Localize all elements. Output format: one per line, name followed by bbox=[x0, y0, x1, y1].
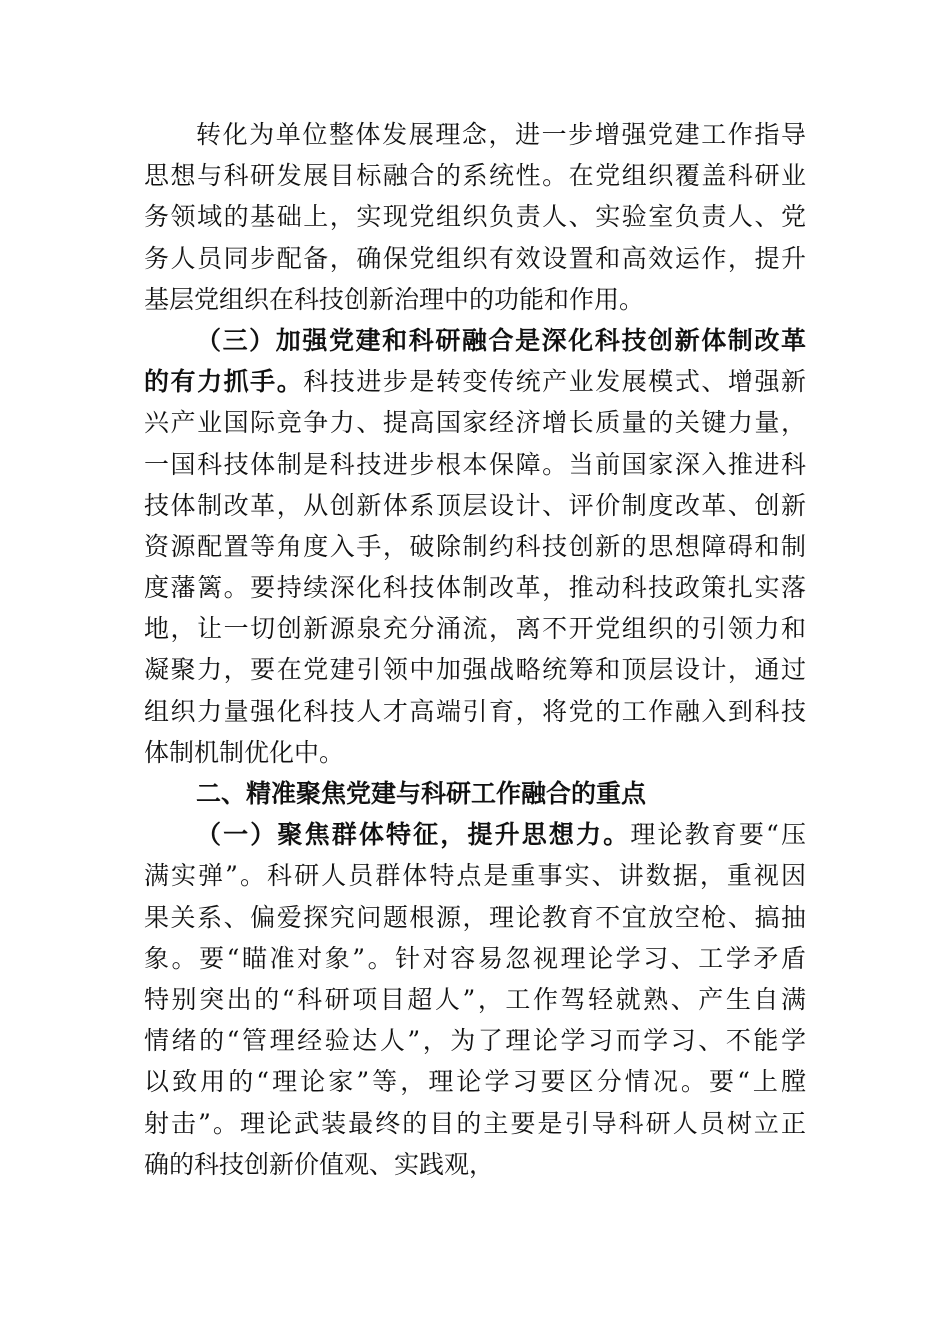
paragraph-line: 一国科技体制是科技进步根本保障。当前国家深入推进科 bbox=[144, 449, 806, 479]
paragraph-line: 特别突出的“科研项目超人”，工作驾轻就熟、产生自满 bbox=[144, 984, 806, 1014]
paragraph-line: 射击”。理论武装最终的目的主要是引导科研人员树立正 bbox=[144, 1108, 806, 1138]
paragraph-line bbox=[144, 814, 806, 855]
paragraph-line: 转化为单位整体发展理念，进一步增强党建工作指导 bbox=[196, 120, 806, 149]
paragraph-line: 凝聚力，要在党建引领中加强战略统筹和顶层设计，通过 bbox=[144, 655, 806, 685]
paragraph-line: 技体制改革，从创新体系顶层设计、评价制度改革、创新 bbox=[144, 490, 806, 520]
paragraph-line: 务领域的基础上，实现党组织负责人、实验室负责人、党 bbox=[144, 202, 806, 232]
document-body bbox=[144, 114, 806, 1185]
paragraph-line: 兴产业国际竞争力、提高国家经济增长质量的关键力量， bbox=[144, 408, 806, 438]
paragraph-line: 以致用的“理论家”等，理论学习要区分情况。要“上膛 bbox=[144, 1067, 806, 1097]
paragraph-line: 组织力量强化科技人才高端引育，将党的工作融入到科技 bbox=[144, 696, 806, 726]
section-subheading: （一）聚焦群体特征，提升思想力。 bbox=[196, 820, 631, 850]
paragraph-text: 理论教育要“压 bbox=[630, 820, 806, 850]
section-heading: 二、精准聚焦党建与科研工作融合的重点 bbox=[196, 779, 647, 808]
paragraph-line: 务人员同步配备，确保党组织有效设置和高效运作，提升 bbox=[144, 243, 806, 273]
paragraph-line: 果关系、偏爱探究问题根源，理论教育不宜放空枪、搞抽 bbox=[144, 902, 806, 932]
paragraph-line: 象。要“瞄准对象”。针对容易忽视理论学习、工学矛盾 bbox=[144, 943, 806, 973]
paragraph-line: 地，让一切创新源泉充分涌流，离不开党组织的引领力和 bbox=[144, 614, 806, 644]
paragraph-line: 情绪的“管理经验达人”，为了理论学习而学习、不能学 bbox=[144, 1026, 806, 1056]
section-subheading-cont: 的有力抓手。 bbox=[144, 367, 304, 397]
paragraph-line: 体制机制优化中。 bbox=[144, 737, 345, 767]
paragraph-line: 确的科技创新价值观、实践观， bbox=[144, 1149, 495, 1179]
section-subheading: （三）加强党建和科研融合是深化科技创新体制改革 bbox=[196, 325, 806, 355]
paragraph-line bbox=[144, 361, 806, 402]
paragraph-line: 满实弹”。科研人员群体特点是重事实、讲数据，重视因 bbox=[144, 861, 806, 891]
paragraph-line: 思想与科研发展目标融合的系统性。在党组织覆盖科研业 bbox=[144, 161, 806, 191]
paragraph-line: 资源配置等角度入手，破除制约科技创新的思想障碍和制 bbox=[144, 531, 806, 561]
paragraph-line: 度藩篱。要持续深化科技体制改革，推动科技政策扎实落 bbox=[144, 573, 806, 603]
paragraph-line: 基层党组织在科技创新治理中的功能和作用。 bbox=[144, 284, 645, 314]
paragraph-text: 科技进步是转变传统产业发展模式、增强新 bbox=[303, 367, 806, 397]
